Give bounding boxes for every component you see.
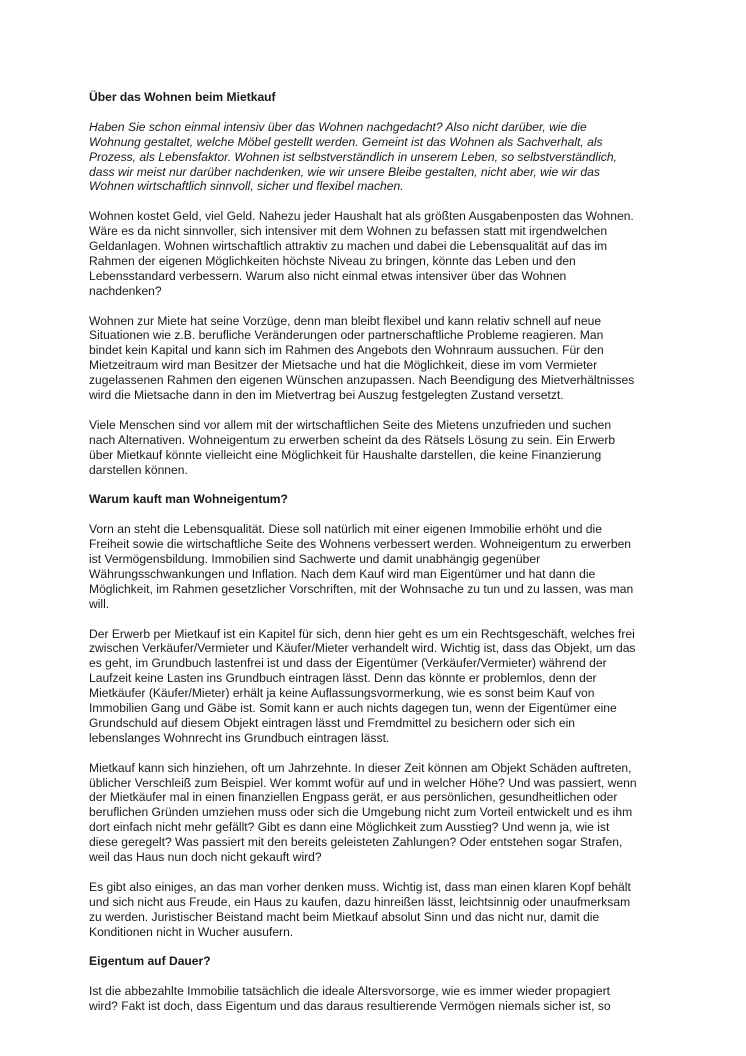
text-line: Geldanlagen. Wohnen wirtschaftlich attraktiv zu machen und dabei die Lebensqualität auf das im bbox=[89, 239, 608, 254]
text-line: Vorn an steht die Lebensqualität. Diese soll natürlich mit einer eigenen Immobilie erhöht und die bbox=[89, 522, 602, 537]
body-paragraph bbox=[89, 627, 689, 746]
text-line: dass wir meist nur darüber nachdenken, wie wir unsere Bleibe gestalten, nicht aber, wie wir das bbox=[89, 164, 600, 179]
text-line: Es gibt also einiges, an das man vorher denken muss. Wichtig ist, dass man einen klaren Kopf behält bbox=[89, 879, 631, 894]
text-line: Ist die abbezahlte Immobilie tatsächlich die ideale Altersvorsorge, wie es immer wieder propagiert bbox=[89, 984, 610, 999]
text-line: will. bbox=[89, 596, 110, 611]
body-paragraph bbox=[89, 984, 689, 1014]
section-heading: Über das Wohnen beim Mietkauf bbox=[89, 90, 276, 104]
text-line: Mietkauf kann sich hinziehen, oft um Jahrzehnte. In dieser Zeit können am Objekt Schäden auftreten, bbox=[89, 760, 632, 775]
text-line: Immobilien Gang und Gäbe ist. Somit kann er auch nichts dagegen tun, wenn der Eigentümer eine bbox=[89, 701, 617, 716]
text-line: Wohnen wirtschaftlich sinnvoll, sicher und flexibel machen. bbox=[89, 179, 404, 194]
text-line: diese geregelt? Was passiert mit den bereits geleisteten Zahlungen? Oder entstehen sogar Strafen, bbox=[89, 835, 623, 850]
text-line: Wäre es da nicht sinnvoller, sich intensiver mit dem Wohnen zu befassen statt mit irgendwelchen bbox=[89, 224, 608, 239]
body-paragraph bbox=[89, 209, 689, 298]
text-line: Prozess, als Lebensfaktor. Wohnen ist selbstverständlich in unserem Leben, so selbstverständlich, bbox=[89, 149, 617, 164]
body-paragraph bbox=[89, 880, 689, 940]
text-line: nachdenken? bbox=[89, 283, 162, 298]
text-line: Grundschuld auf diesem Objekt eintragen lässt und Fremdmittel zu besichern oder sich ein bbox=[89, 715, 576, 730]
text-line: es geht, im Grundbuch lastenfrei ist und dass der Eigentümer (Verkäufer/Vermieter) während der bbox=[89, 656, 607, 671]
text-line: und sich nicht aus Freude, ein Haus zu kaufen, dazu hinreißen lässt, leichtsinnig oder unaufmerksam bbox=[89, 894, 631, 909]
body-paragraph bbox=[89, 418, 689, 478]
text-line: bindet kein Kapital und kann sich im Rahmen des Angebots den Wohnraum aussuchen. Für den bbox=[89, 343, 604, 358]
text-line: Wohnung gestaltet, welche Möbel gestellt werden. Gemeint ist das Wohnen als Sachverhalt, als bbox=[89, 134, 603, 149]
document-body bbox=[89, 90, 689, 1029]
text-line: zu werden. Juristischer Beistand macht beim Mietkauf absolut Sinn und das nicht nur, damit die bbox=[89, 909, 600, 924]
text-line: Möglichkeit, im Rahmen gesetzlicher Vorschriften, mit der Wohnsache zu tun und zu lassen, was man bbox=[89, 581, 634, 596]
text-line: Rahmen der eigenen Möglichkeiten höchste Niveau zu bringen, könnte das Leben und den bbox=[89, 253, 576, 268]
text-line: Der Erwerb per Mietkauf ist ein Kapitel für sich, denn hier geht es um ein Rechtsgeschäft, welches frei bbox=[89, 626, 635, 641]
text-line: der Mietkäufer mal in einen finanziellen Engpass gerät, er aus persönlichen, gesundheitlichen oder bbox=[89, 790, 618, 805]
text-line: Laufzeit keine Lasten ins Grundbuch eintragen lässt. Denn das könnte er problemlos, denn der bbox=[89, 671, 597, 686]
text-line: Freiheit sowie die wirtschaftliche Seite des Wohnens verbessert werden. Wohneigentum zu erwerben bbox=[89, 537, 632, 552]
text-line: zugelassenen Rahmen den eigenen Wünschen anzupassen. Nach Beendigung des Mietverhältnisses bbox=[89, 373, 635, 388]
text-line: Wohnen zur Miete hat seine Vorzüge, denn man bleibt flexibel und kann relativ schnell auf neue bbox=[89, 313, 602, 328]
text-line: Lebensstandard verbessern. Warum also nicht einmal etwas intensiver über das Wohnen bbox=[89, 268, 567, 283]
text-line: zwischen Verkäufer/Vermieter und Käufer/Mieter verhandelt wird. Wichtig ist, dass das Objekt, um das bbox=[89, 641, 636, 656]
text-line: weil das Haus nun doch nicht gekauft wird? bbox=[89, 850, 322, 865]
text-line: nach Alternativen. Wohneigentum zu erwerben scheint da des Rätsels Lösung zu sein. Ein Erwerb bbox=[89, 432, 616, 447]
text-line: Mietzeitraum wird man Besitzer der Mietsache und hat die Möglichkeit, diese im vom Vermieter bbox=[89, 358, 598, 373]
text-line: dort einfach nicht mehr gefällt? Gibt es dann eine Möglichkeit zum Ausstieg? Und wenn ja, wie ist bbox=[89, 820, 610, 835]
text-line: beruflichen Gründen umziehen muss oder sich die Umgebung nicht zum Vorteil entwickelt und es ihm bbox=[89, 805, 633, 820]
text-line: Währungsschwankungen und Inflation. Nach dem Kauf wird man Eigentümer und hat dann die bbox=[89, 566, 596, 581]
body-paragraph bbox=[89, 314, 689, 403]
text-line: Konditionen nicht in Wucher ausufern. bbox=[89, 924, 294, 939]
section-heading: Warum kauft man Wohneigentum? bbox=[89, 492, 288, 507]
text-line: wird? Fakt ist doch, dass Eigentum und das daraus resultierende Vermögen niemals sicher ist, so bbox=[89, 999, 611, 1014]
text-line: darstellen können. bbox=[89, 462, 188, 477]
intro-paragraph bbox=[89, 120, 689, 195]
text-line: Wohnen kostet Geld, viel Geld. Nahezu jeder Haushalt hat als größten Ausgabenposten das Wohnen. bbox=[89, 209, 634, 224]
body-paragraph bbox=[89, 761, 689, 865]
text-line: Haben Sie schon einmal intensiv über das Wohnen nachgedacht? Also nicht darüber, wie die bbox=[89, 119, 587, 134]
text-line: ist Vermögensbildung. Immobilien sind Sachwerte und damit unabhängig gegenüber bbox=[89, 552, 541, 566]
text-line: wird die Mietsache dann in den im Mietvertrag bei Auszug festgelegten Zustand versetzt. bbox=[89, 388, 564, 403]
text-line: lebenslanges Wohnrecht ins Grundbuch eintragen lässt. bbox=[89, 730, 390, 745]
text-line: üblicher Verschleiß zum Beispiel. Wer kommt wofür auf und in welcher Höhe? Und was passiert, wenn bbox=[89, 775, 637, 790]
text-line: über Mietkauf könnte vielleicht eine Möglichkeit für Haushalte darstellen, die keine Finanzierung bbox=[89, 447, 602, 462]
text-line: Situationen wie z.B. berufliche Veränderungen oder partnerschaftliche Probleme reagieren. Man bbox=[89, 328, 604, 343]
body-paragraph bbox=[89, 522, 689, 611]
section-heading: Eigentum auf Dauer? bbox=[89, 954, 211, 969]
text-line: Mietkäufer (Käufer/Mieter) erhält ja keine Auflassungsvormerkung, wie es sonst beim Kauf von bbox=[89, 686, 595, 701]
text-line: Viele Menschen sind vor allem mit der wirtschaftlichen Seite des Mietens unzufrieden und suchen bbox=[89, 417, 612, 432]
